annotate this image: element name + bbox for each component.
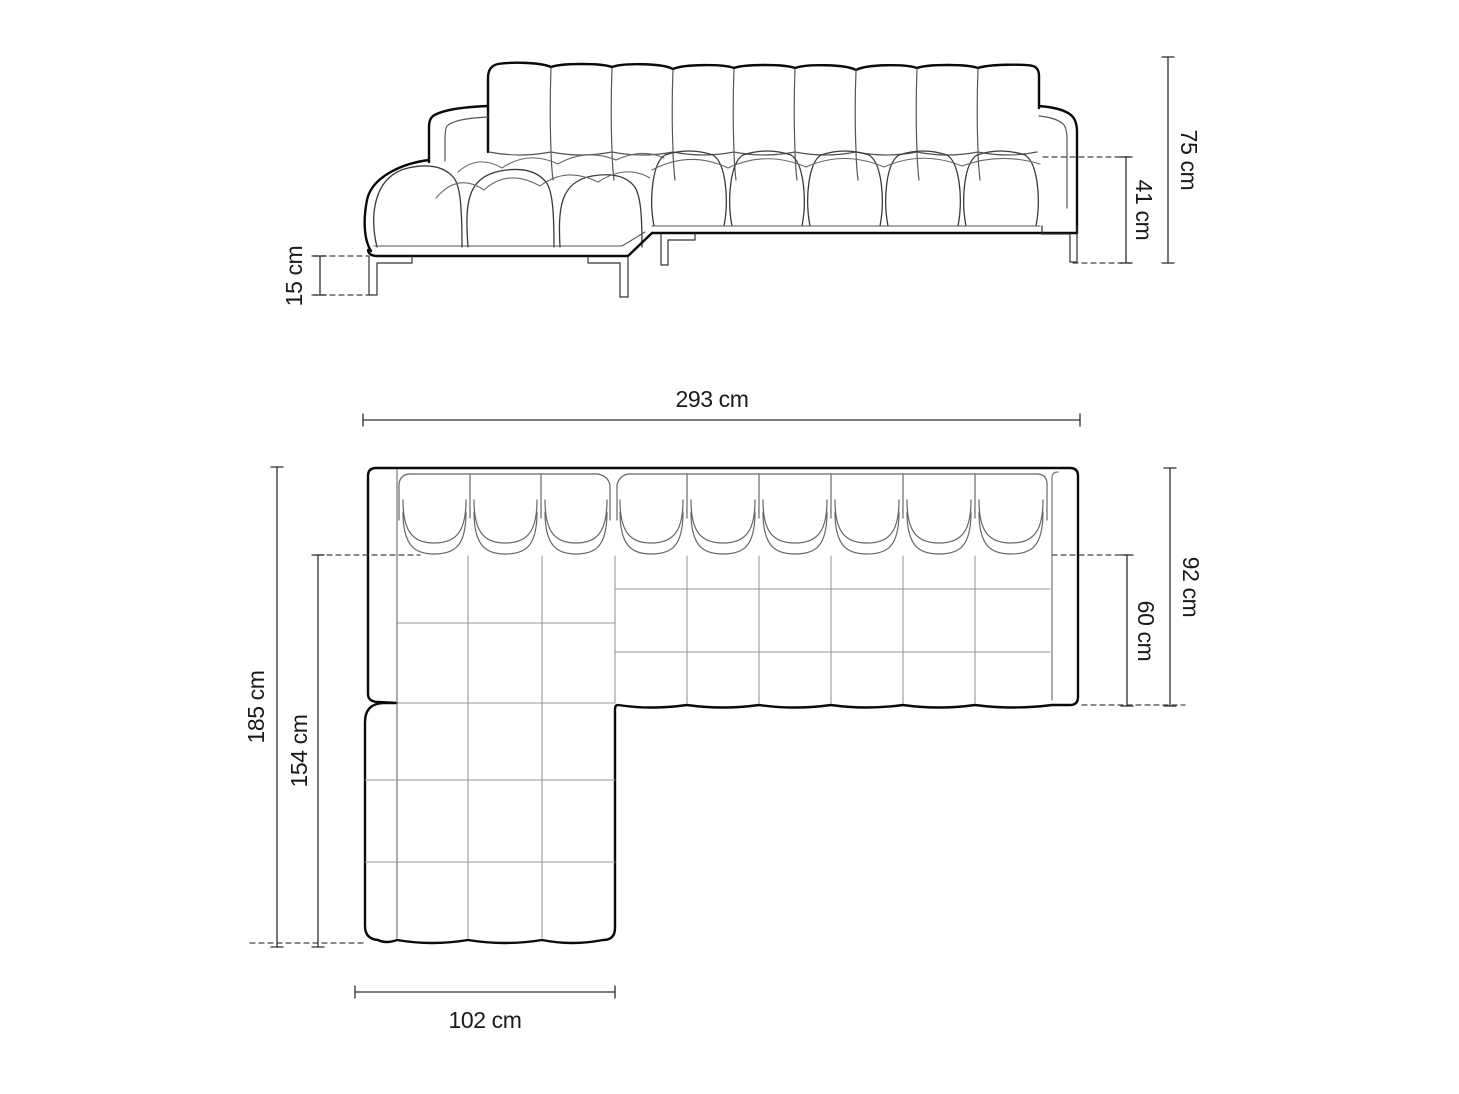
plan-view <box>250 414 1185 998</box>
dim-line-leg-height <box>314 256 326 295</box>
elevation-chaise <box>365 153 664 256</box>
dim-line-body-depth <box>1164 468 1176 706</box>
dimension-label-total-depth: 185 cm <box>243 670 269 744</box>
plan-seat-grid <box>365 556 1050 938</box>
elevation-view <box>312 57 1174 297</box>
elevation-dimension-lines <box>314 57 1174 295</box>
elevation-backrest <box>488 63 1039 180</box>
dim-line-total-width <box>363 414 1080 426</box>
elevation-main-seats <box>652 151 1077 233</box>
dimension-label-chaise-length: 154 cm <box>286 714 312 788</box>
dimension-label-body-depth: 92 cm <box>1178 556 1204 618</box>
elevation-right-armrest <box>1039 106 1077 233</box>
right-armrest-inner <box>1052 472 1058 700</box>
plan-dashed-refs <box>250 555 1185 943</box>
dimension-label-seat-height: 41 cm <box>1131 179 1157 241</box>
dim-line-chaise-width <box>355 986 615 998</box>
main-left-leg <box>661 234 695 265</box>
chaise-right-leg <box>588 257 628 297</box>
main-right-leg <box>1042 226 1077 262</box>
dimension-label-total-width: 293 cm <box>675 386 749 412</box>
dim-line-chaise-length <box>312 555 324 947</box>
dim-line-total-depth <box>271 467 283 947</box>
plan-outline <box>365 468 1078 943</box>
dim-line-total-height <box>1162 57 1174 263</box>
elevation-chaise-armrest <box>429 106 488 162</box>
dimension-label-leg-height: 15 cm <box>281 245 307 307</box>
chaise-left-leg <box>369 256 412 295</box>
plan-back-cushions <box>399 474 1047 554</box>
plan-armrests <box>397 470 1058 938</box>
dimension-label-chaise-width: 102 cm <box>448 1007 522 1033</box>
elevation-legs <box>369 226 1077 297</box>
dimension-label-total-height: 75 cm <box>1176 129 1202 191</box>
dimension-label-seat-depth: 60 cm <box>1133 600 1159 662</box>
